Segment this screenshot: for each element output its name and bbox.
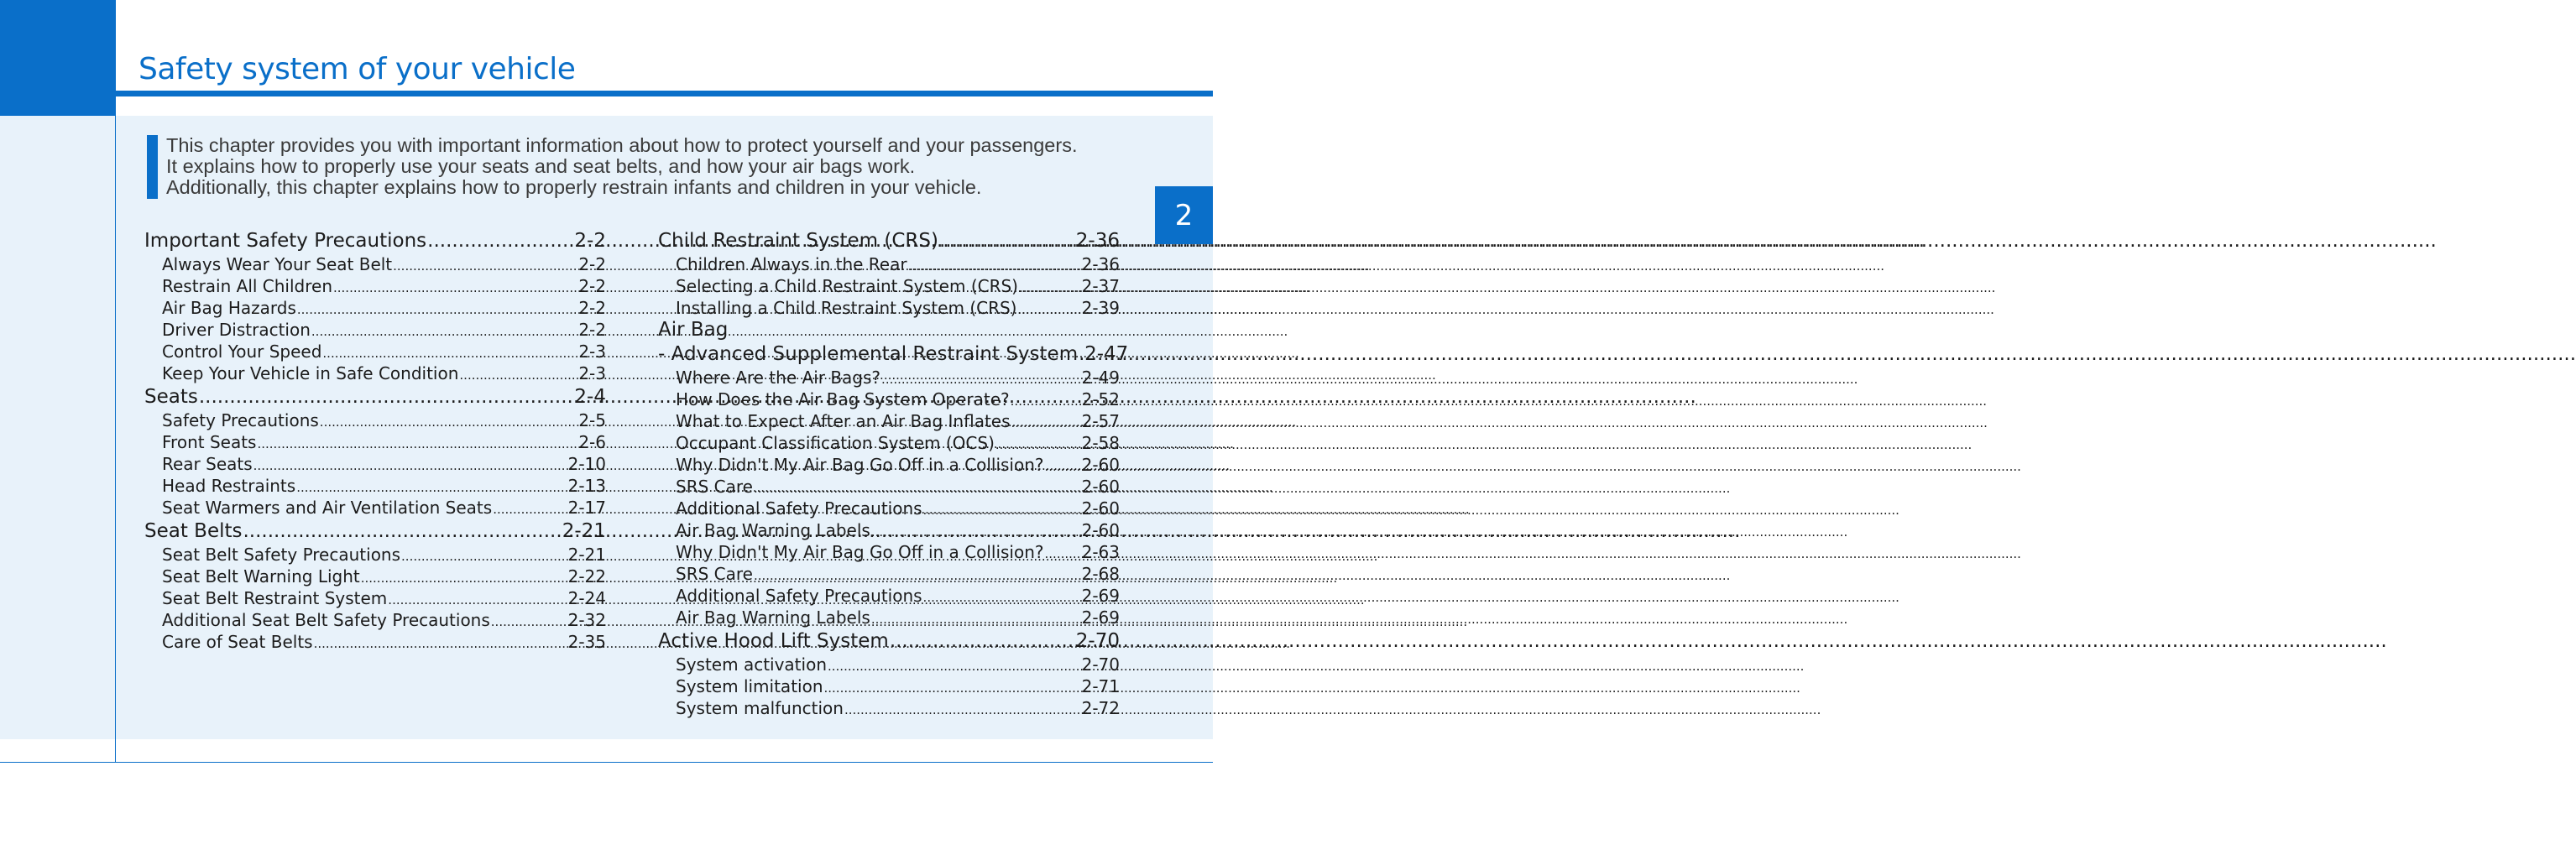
toc-dot-leader xyxy=(1079,341,1084,367)
toc-section-entry[interactable] xyxy=(658,628,1120,654)
toc-dot-leader xyxy=(995,432,1081,456)
toc-page-number: 2-2 xyxy=(578,276,606,296)
toc-subsection-entry[interactable] xyxy=(144,631,606,653)
toc-dot-leader xyxy=(243,519,562,544)
toc-dot-leader xyxy=(939,228,1075,253)
toc-dot-leader xyxy=(361,566,567,589)
toc-entry-label: Important Safety Precautions xyxy=(144,230,427,252)
toc-dot-leader xyxy=(322,341,577,364)
toc-dot-leader xyxy=(754,476,1081,499)
toc-page-number: 2-36 xyxy=(1075,230,1120,252)
toc-section-entry[interactable] xyxy=(144,384,606,409)
toc-dot-leader xyxy=(844,697,1081,721)
toc-entry-label: Additional Seat Belt Safety Precautions xyxy=(162,610,490,630)
toc-dot-leader xyxy=(1017,297,1080,321)
toc-dot-leader xyxy=(1045,454,1081,477)
toc-entry-label: Control Your Speed xyxy=(162,341,322,362)
toc-page-number: 2-2 xyxy=(578,254,606,274)
toc-entry-label: Keep Your Vehicle in Safe Condition xyxy=(162,363,459,383)
toc-entry-label: Driver Distraction xyxy=(162,320,311,340)
toc-entry-label: Front Seats xyxy=(162,432,257,452)
toc-page-number: 2-69 xyxy=(1081,607,1120,628)
toc-dot-leader xyxy=(824,675,1081,699)
toc-page-number: 2-72 xyxy=(1081,698,1120,718)
toc-subsection-entry[interactable] xyxy=(658,563,1120,585)
toc-subsection-entry[interactable] xyxy=(658,410,1120,432)
toc-subsection-entry[interactable] xyxy=(144,497,606,519)
toc-page-number: 2-60 xyxy=(1081,455,1120,475)
toc-subsection-entry[interactable] xyxy=(144,362,606,384)
toc-subsection-entry[interactable] xyxy=(144,253,606,275)
toc-entry-label: Selecting a Child Restraint System (CRS) xyxy=(676,276,1018,296)
toc-subsection-entry[interactable] xyxy=(144,587,606,609)
toc-page-number: 2-2 xyxy=(578,298,606,318)
toc-subsection-entry[interactable] xyxy=(144,275,606,297)
toc-subsection-entry[interactable] xyxy=(658,654,1120,675)
toc-dot-leader xyxy=(493,497,567,520)
toc-entry-label: Active Hood Lift System xyxy=(658,630,889,652)
toc-entry-label: Occupant Classification System (OCS) xyxy=(676,433,995,453)
toc-subsection-entry[interactable] xyxy=(658,607,1120,628)
toc-section-heading: Air Bag xyxy=(658,319,729,341)
toc-entry-label: Care of Seat Belts xyxy=(162,632,313,652)
toc-subsection-entry[interactable] xyxy=(144,544,606,566)
toc-section-entry[interactable] xyxy=(658,341,1129,367)
toc-page-number: 2-2 xyxy=(578,320,606,340)
toc-entry-label: Seat Belt Safety Precautions xyxy=(162,545,401,565)
toc-page-number: 2-60 xyxy=(1081,477,1120,497)
toc-dot-leader xyxy=(871,607,1081,630)
toc-page-number: 2-21 xyxy=(562,520,606,542)
intro-accent-bar xyxy=(147,135,158,199)
toc-page-number: 2-3 xyxy=(578,363,606,383)
toc-dot-leader xyxy=(908,253,1081,277)
toc-entry-label: Head Restraints xyxy=(162,476,296,496)
toc-entry-label: Why Didn't My Air Bag Go Off in a Collision? xyxy=(676,455,1044,475)
intro-line: This chapter provides you with important information about how to protect yourself and your passengers. xyxy=(166,134,1078,156)
toc-entry-label: How Does the Air Bag System Operate? xyxy=(676,389,1010,409)
toc-dot-leader xyxy=(923,585,1081,608)
toc-entry-label: Seat Belts xyxy=(144,520,243,542)
toc-subsection-entry[interactable] xyxy=(144,409,606,431)
toc-subsection-entry[interactable] xyxy=(658,275,1120,297)
intro-text xyxy=(166,135,1140,198)
toc-entry-label: Where Are the Air Bags? xyxy=(676,368,881,388)
intro-line: Additionally, this chapter explains how to properly restrain infants and children in your vehicle. xyxy=(166,176,982,198)
toc-subsection-entry[interactable] xyxy=(144,297,606,319)
toc-subsection-entry[interactable] xyxy=(144,475,606,497)
toc-page-number: 2-47 xyxy=(1084,343,1129,365)
toc-page-number: 2-17 xyxy=(567,498,606,518)
toc-section-entry[interactable] xyxy=(658,228,1120,253)
toc-section-entry[interactable] xyxy=(144,228,606,253)
toc-page-number: 2-58 xyxy=(1081,433,1120,453)
toc-page-number: 2-6 xyxy=(578,432,606,452)
toc-subsection-entry[interactable] xyxy=(658,432,1120,454)
toc-dot-leader xyxy=(828,654,1081,677)
toc-dot-leader xyxy=(311,319,577,342)
toc-subsection-entry[interactable] xyxy=(144,431,606,453)
toc-dot-leader xyxy=(388,587,567,611)
toc-page-number: 2-36 xyxy=(1081,254,1120,274)
toc-page-number: 2-70 xyxy=(1081,654,1120,675)
toc-entry-label: Children Always in the Rear xyxy=(676,254,907,274)
toc-dot-leader xyxy=(297,297,577,321)
toc-subsection-entry[interactable] xyxy=(658,454,1120,476)
toc-subsection-entry[interactable] xyxy=(144,609,606,631)
toc-page-number: 2-60 xyxy=(1081,520,1120,540)
toc-page-number: 2-32 xyxy=(567,610,606,630)
toc-page-number: 2-71 xyxy=(1081,676,1120,696)
toc-subsection-entry[interactable] xyxy=(658,476,1120,498)
toc-dot-leader xyxy=(199,384,574,409)
toc-page-number: 2-5 xyxy=(578,410,606,430)
left-margin-strip xyxy=(0,116,115,739)
toc-dot-leader xyxy=(320,409,578,433)
title-underline xyxy=(116,91,1213,96)
toc-page-number: 2-39 xyxy=(1081,298,1120,318)
toc-page-number: 2-63 xyxy=(1081,542,1120,562)
toc-dot-leader xyxy=(459,362,577,386)
toc-page-number: 2-22 xyxy=(567,566,606,587)
toc-entry-label: Air Bag Warning Labels xyxy=(676,607,870,628)
toc-entry-label: What to Expect After an Air Bag Inflates xyxy=(676,411,1011,431)
toc-entry-label: Seat Warmers and Air Ventilation Seats xyxy=(162,498,493,518)
toc-page-number: 2-57 xyxy=(1081,411,1120,431)
toc-page-number: 2-3 xyxy=(578,341,606,362)
toc-entry-label: Rear Seats xyxy=(162,454,253,474)
toc-dot-leader xyxy=(890,628,1075,654)
corner-block xyxy=(0,0,116,116)
toc-page-number: 2-37 xyxy=(1081,276,1120,296)
toc-dot-leader xyxy=(491,609,567,633)
toc-entry-label: Seats xyxy=(144,386,198,408)
toc-dot-leader xyxy=(1045,541,1081,565)
toc-entry-label: SRS Care xyxy=(676,477,753,497)
bottom-divider xyxy=(0,762,1213,763)
toc-subsection-entry[interactable] xyxy=(658,675,1120,697)
toc-dot-leader xyxy=(393,253,577,277)
toc-page-number: 2-4 xyxy=(574,386,606,408)
toc-entry-label: Installing a Child Restraint System (CRS) xyxy=(676,298,1017,318)
toc-entry-label: System activation xyxy=(676,654,827,675)
toc-entry-label: Why Didn't My Air Bag Go Off in a Collision? xyxy=(676,542,1044,562)
toc-entry-label: Air Bag Hazards xyxy=(162,298,296,318)
toc-page-number: 2-35 xyxy=(567,632,606,652)
toc-page-number: 2-68 xyxy=(1081,564,1120,584)
toc-dot-leader xyxy=(401,544,567,567)
toc-dot-leader xyxy=(754,563,1081,587)
toc-subsection-entry[interactable] xyxy=(144,341,606,362)
toc-dot-leader xyxy=(333,275,577,299)
toc-page-number: 2-70 xyxy=(1075,630,1120,652)
toc-entry-label: Additional Safety Precautions xyxy=(676,498,922,519)
toc-dot-leader xyxy=(1011,388,1081,412)
toc-subsection-entry[interactable] xyxy=(658,498,1120,519)
toc-subsection-entry[interactable] xyxy=(658,367,1120,388)
left-divider xyxy=(115,116,116,763)
toc-page-number: 2-24 xyxy=(567,588,606,608)
toc-dot-leader xyxy=(296,475,567,498)
toc-subsection-entry[interactable] xyxy=(658,585,1120,607)
toc-page-number: 2-60 xyxy=(1081,498,1120,519)
toc-subsection-entry[interactable] xyxy=(144,566,606,587)
toc-entry-label: - Advanced Supplemental Restraint System xyxy=(658,343,1079,365)
toc-page-number: 2-49 xyxy=(1081,368,1120,388)
toc-entry-label: Additional Safety Precautions xyxy=(676,586,922,606)
toc-entry-label: Seat Belt Warning Light xyxy=(162,566,360,587)
page-title: Safety system of your vehicle xyxy=(138,52,576,86)
toc-page-number: 2-52 xyxy=(1081,389,1120,409)
toc-subsection-entry[interactable] xyxy=(658,541,1120,563)
toc-entry-label: Air Bag Warning Labels xyxy=(676,520,870,540)
toc-entry-label: System limitation xyxy=(676,676,823,696)
toc-section-entry[interactable] xyxy=(144,519,606,544)
toc-entry-label: Safety Precautions xyxy=(162,410,319,430)
toc-entry-label: Child Restraint System (CRS) xyxy=(658,230,938,252)
toc-dot-leader xyxy=(253,453,567,477)
toc-subsection-entry[interactable] xyxy=(658,253,1120,275)
toc-entry-label: Seat Belt Restraint System xyxy=(162,588,388,608)
toc-entry-label: Restrain All Children xyxy=(162,276,332,296)
toc-dot-leader xyxy=(881,367,1081,390)
toc-page-number: 2-21 xyxy=(567,545,606,565)
toc-entry-label: SRS Care xyxy=(676,564,753,584)
toc-dot-leader xyxy=(1011,410,1081,434)
toc-page-number: 2-69 xyxy=(1081,586,1120,606)
toc-dot-leader xyxy=(427,228,573,253)
toc-subsection-entry[interactable] xyxy=(658,297,1120,319)
toc-subsection-entry[interactable] xyxy=(144,453,606,475)
toc-dot-leader xyxy=(871,519,1081,543)
toc-entry-label: System malfunction xyxy=(676,698,844,718)
toc-page-number: 2-13 xyxy=(567,476,606,496)
toc-page-number: 2-10 xyxy=(567,454,606,474)
chapter-tab[interactable]: 2 xyxy=(1155,186,1213,244)
toc-dot-leader xyxy=(257,431,577,455)
toc-dot-leader xyxy=(314,631,567,654)
toc-right-column xyxy=(658,228,1129,719)
toc-dot-leader xyxy=(923,498,1081,521)
toc-subsection-entry[interactable] xyxy=(144,319,606,341)
toc-subsection-entry[interactable] xyxy=(658,388,1120,410)
toc-dot-leader xyxy=(1019,275,1081,299)
toc-subsection-entry[interactable] xyxy=(658,519,1120,541)
toc-left-column xyxy=(144,228,606,653)
toc-entry-label: Always Wear Your Seat Belt xyxy=(162,254,393,274)
toc-subsection-entry[interactable] xyxy=(658,697,1120,719)
intro-line: It explains how to properly use your seats and seat belts, and how your air bags work. xyxy=(166,155,916,177)
toc-page-number: 2-2 xyxy=(574,230,606,252)
